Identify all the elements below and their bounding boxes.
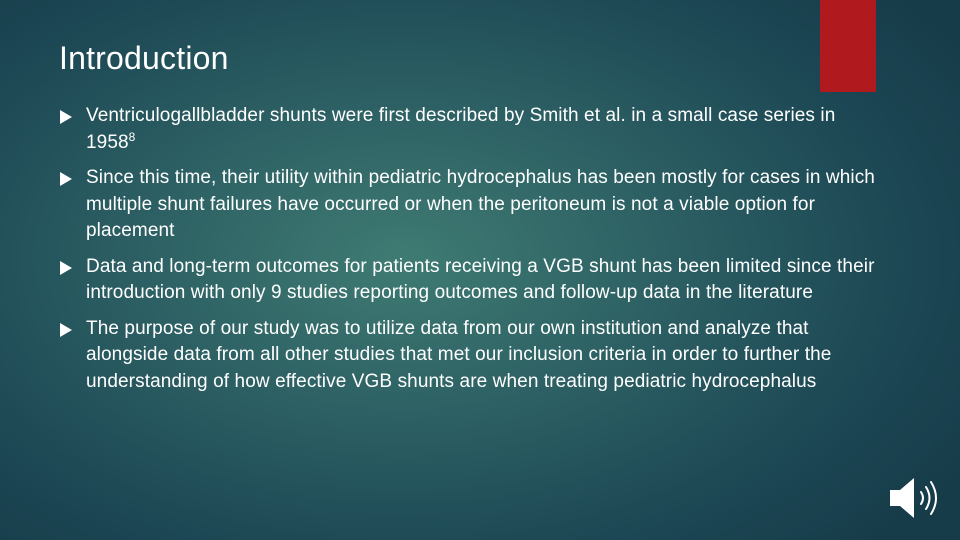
accent-bar [820, 0, 876, 92]
bullet-text: Since this time, their utility within pediatric hydrocephalus has been mostly for cases in which multiple shunt failures have occurred or when the peritoneum is not a viable option for placement [86, 167, 875, 241]
arrow-bullet-icon [60, 165, 86, 191]
arrow-bullet-icon [60, 254, 86, 280]
arrow-bullet-icon [60, 316, 86, 342]
slide-title: Introduction [59, 40, 229, 76]
bullet-text: Ventriculogallbladder shunts were first described by Smith et al. in a small case series in 1958$^8$ [86, 105, 836, 153]
bullet-item [60, 254, 890, 307]
bullet-item [60, 165, 890, 245]
bullet-list [60, 103, 890, 404]
bullet-text: The purpose of our study was to utilize data from our own institution and analyze that alongside data from all other studies that met our inclusion criteria in order to further the understanding of how effective VGB shunts are when treating pediatric hydrocephalus [86, 317, 832, 392]
bullet-text: Data and long-term outcomes for patients receiving a VGB shunt has been limited since their introduction with only 9 studies reporting outcomes and follow-up data in the literature [86, 255, 875, 303]
arrow-bullet-icon [60, 103, 86, 129]
bullet-item [60, 316, 890, 396]
speaker-icon[interactable] [886, 476, 946, 520]
citation-superscript: 8 [128, 129, 136, 144]
bullet-item [60, 103, 890, 156]
